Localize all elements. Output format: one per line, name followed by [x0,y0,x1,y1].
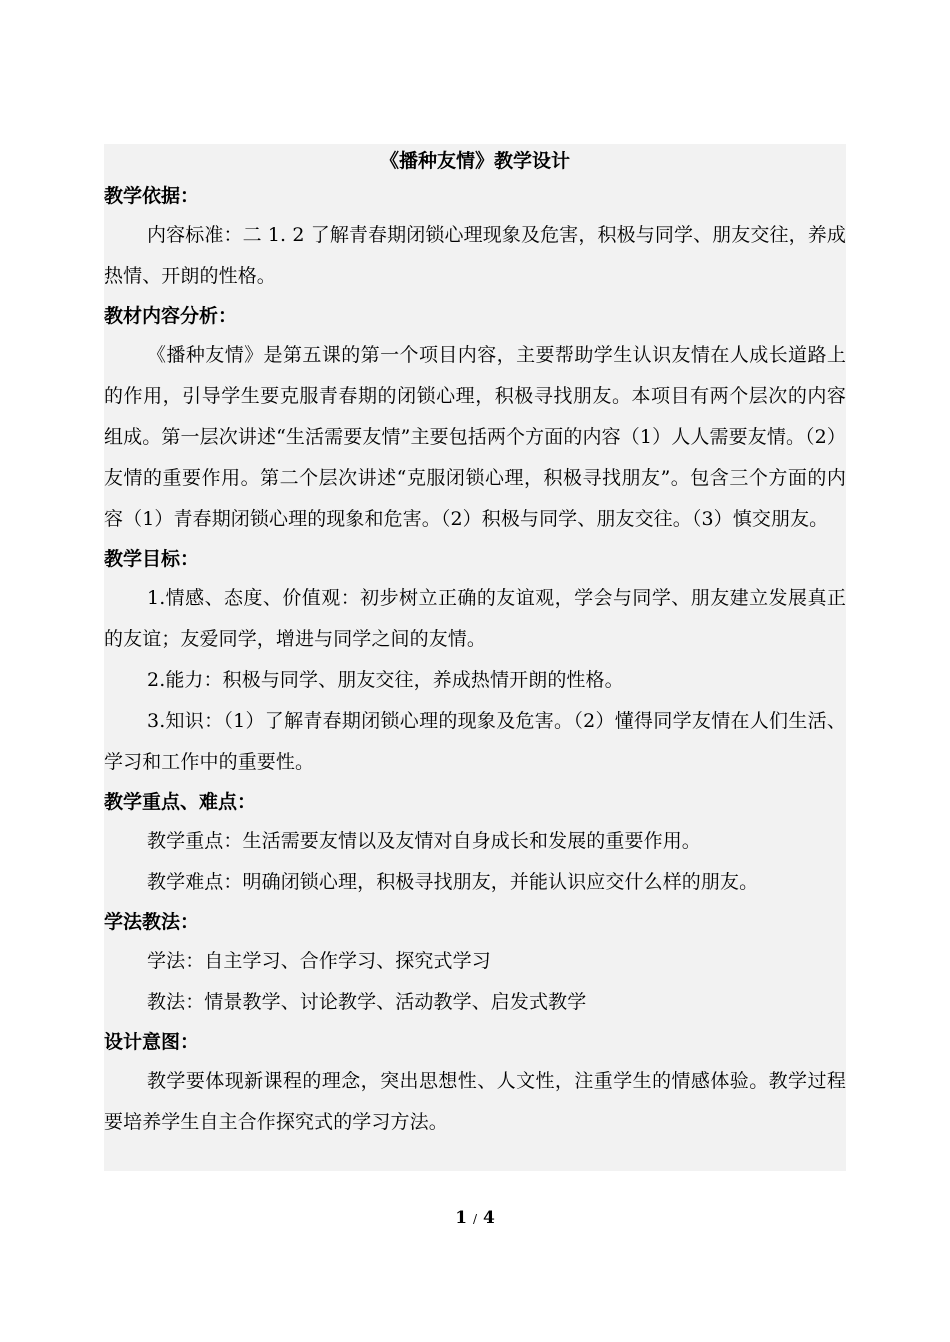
paragraph: 教学重点：生活需要友情以及友情对自身成长和发展的重要作用。 [147,830,701,852]
section-heading: 学法教法： [104,911,200,933]
paragraph: 教法：情景教学、讨论教学、活动教学、启发式教学 [147,991,587,1013]
paragraph: 3.知识：（1）了解青春期闭锁心理的现象及危害。（2）懂得同学友情在人们生活、学习和工作中的重要性。 [104,710,846,773]
paragraph: 《播种友情》是第五课的第一个项目内容，主要帮助学生认识友情在人成长道路上的作用，引导学生要克服青春期的闭锁心理，积极寻找朋友。本项目有两个层次的内容组成。第一层次讲述“生活需要友情”主要包括两个方面的内容（1）人人需要友情。（2）友情的重要作用。第二个层次讲述“克服闭锁心理，积极寻找朋友”。包含三个方面的内容（1）青春期闭锁心理的现象和危害。（2）积极与同学、朋友交往。（3）慎交朋友。 [104,344,846,530]
section-teaching-goals [104,540,846,783]
section-key-points [104,783,846,903]
total-pages: 4 [482,1208,495,1228]
section-basis [104,177,846,297]
section-heading: 教学重点、难点： [104,791,257,813]
document-body [104,144,846,1171]
paragraph: 学法：自主学习、合作学习、探究式学习 [147,950,491,972]
section-material-analysis [104,297,846,540]
current-page: 1 [455,1208,468,1228]
paragraph: 1.情感、态度、价值观：初步树立正确的友谊观，学会与同学、朋友建立发展真正的友谊；友爱同学，增进与同学之间的友情。 [104,587,846,650]
section-design-intent [104,1023,846,1143]
page-number [0,1208,950,1228]
section-heading: 教材内容分析： [104,305,238,327]
paragraph: 教学难点：明确闭锁心理，积极寻找朋友，并能认识应交什么样的朋友。 [147,871,759,893]
section-heading: 设计意图： [104,1031,200,1053]
paragraph: 2.能力：积极与同学、朋友交往，养成热情开朗的性格。 [147,669,624,691]
section-methods [104,903,846,1023]
section-heading: 教学依据： [104,185,200,207]
document-title: 《播种友情》教学设计 [379,150,570,172]
paragraph: 内容标准：二 1. 2 了解青春期闭锁心理现象及危害，积极与同学、朋友交往，养成热情、开朗的性格。 [104,224,846,287]
section-heading: 教学目标： [104,548,200,570]
page-separator: / [472,1212,478,1226]
paragraph: 教学要体现新课程的理念，突出思想性、人文性，注重学生的情感体验。教学过程要培养学生自主合作探究式的学习方法。 [104,1070,846,1133]
